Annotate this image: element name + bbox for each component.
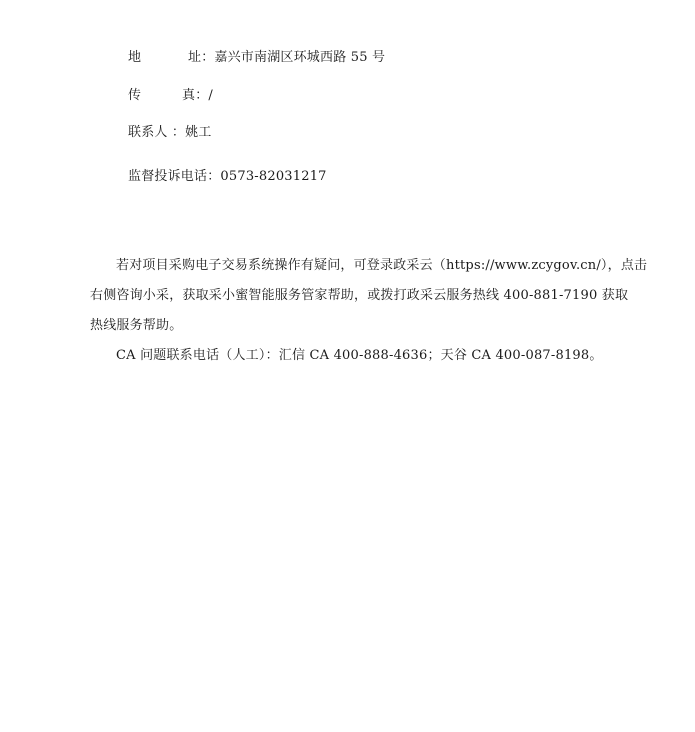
complaint-phone-value: 0573-82031217 [220, 169, 327, 184]
help-paragraph-line-2: 右侧咨询小采，获取采小蜜智能服务管家帮助，或拨打政采云服务热线 400-881-7190 获取 [90, 288, 629, 303]
contact-person-value: 姚工 [185, 125, 212, 140]
address-line [128, 49, 385, 67]
contact-person-line [128, 124, 212, 142]
address-label-char-2: 址： [188, 50, 215, 65]
fax-value: / [208, 88, 213, 103]
fax-label-char-1: 传 [128, 88, 142, 103]
help-paragraph-line-3: 热线服务帮助。 [90, 318, 183, 333]
ca-line [90, 341, 620, 371]
ca-contact-paragraph [90, 341, 620, 371]
help-line-1-text: 若对项目采购电子交易系统操作有疑问，可登录政采云（https://www.zcygov.cn/），点击 [116, 258, 648, 273]
contact-person-label: 联系人 ： [128, 125, 186, 140]
fax-line [128, 87, 213, 105]
complaint-phone-label: 监督投诉电话： [128, 169, 221, 184]
system-help-paragraph [90, 251, 648, 341]
help-paragraph-line-1 [90, 251, 648, 281]
fax-label-char-2: 真： [182, 88, 209, 103]
address-label-char-1: 地 [128, 50, 142, 65]
ca-line-text: CA 问题联系电话（人工）：汇信 CA 400-888-4636；天谷 CA 400-087-8198。 [116, 348, 603, 363]
complaint-phone-line [128, 168, 327, 186]
address-value: 嘉兴市南湖区环城西路 55 号 [214, 50, 386, 65]
